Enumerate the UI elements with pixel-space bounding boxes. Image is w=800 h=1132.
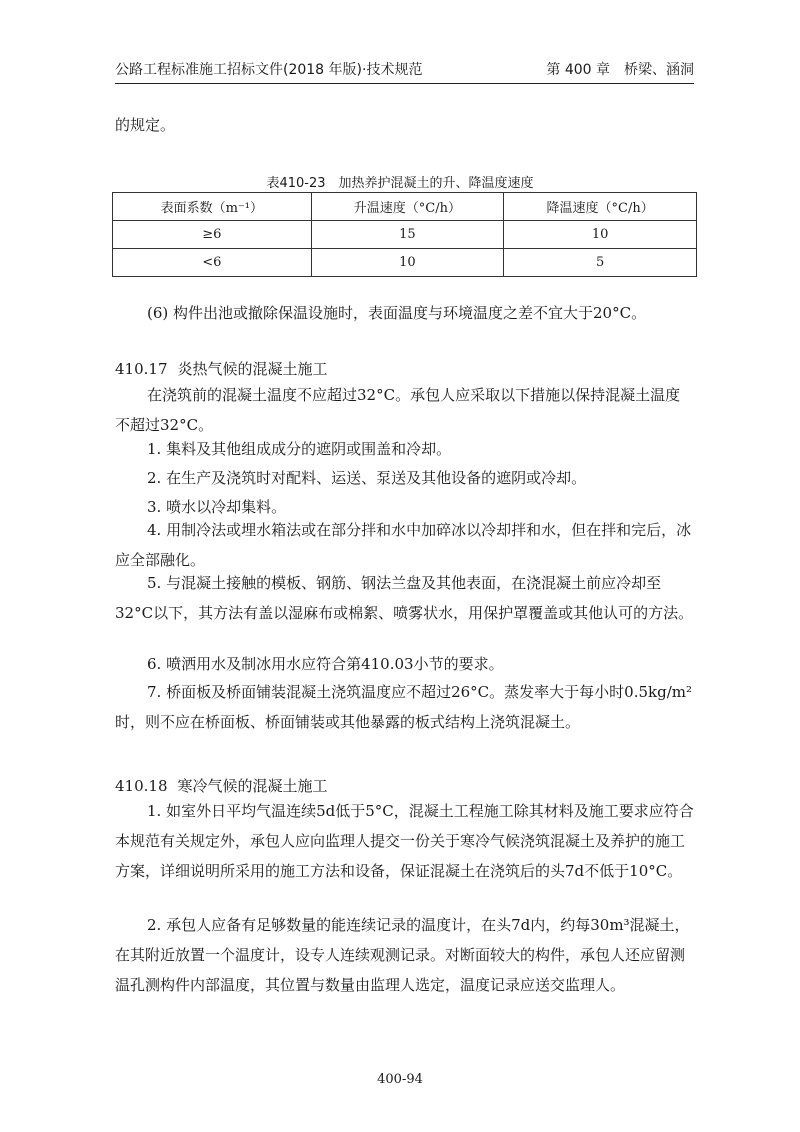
section-title: 炎热气候的混凝土施工 — [177, 360, 328, 378]
table-header-cell: 表面系数（m⁻¹） — [113, 193, 312, 221]
list-item: 2. 承包人应备有足够数量的能连续记录的温度计，在头7d内，约每30m³混凝土，在其附近放置一个温度计，设专人连续观测记录。对断面较大的构件，承包人还应留测温孔测构件内部温度，其位置与数量由监理人选定，温度记录应送交监理人。 — [115, 916, 690, 994]
item-6-demolding: (6) 构件出池或撤除保温设施时，表面温度与环境温度之差不宜大于20°C。 — [147, 304, 647, 322]
section-410-17-intro: 在浇筑前的混凝土温度不应超过32°C。承包人应采取以下措施以保持混凝土温度不超过32°C。 — [115, 386, 681, 434]
section-410-17-heading — [115, 358, 328, 379]
table-cell: 15 — [311, 221, 504, 249]
list-item: 4. 用制冷法或埋水箱法或在部分拌和水中加碎冰以冷却拌和水，但在拌和完后，冰应全部融化。 — [115, 521, 692, 569]
list-item: 1. 如室外日平均气温连续5d低于5°C，混凝土工程施工除其材料及施工要求应符合本规范有关规定外，承包人应向监理人提交一份关于寒冷气候浇筑混凝土及养护的施工方案，详细说明所采用的施工方法和设备，保证混凝土在浇筑后的头7d不低于10°C。 — [115, 802, 694, 880]
list-item: 2. 在生产及浇筑时对配料、运送、泵送及其他设备的遮阴或冷却。 — [147, 469, 587, 487]
table-cell: 5 — [504, 249, 697, 277]
table-cell: <6 — [113, 249, 312, 277]
page-number: 400-94 — [377, 1072, 423, 1087]
table-cell: ≥6 — [113, 221, 312, 249]
header-document-title: 公路工程标准施工招标文件(2018 年版)·技术规范 — [115, 62, 423, 78]
section-410-18-heading — [115, 775, 328, 796]
list-item: 1. 集料及其他组成成分的遮阴或围盖和冷却。 — [147, 440, 452, 458]
list-item: 6. 喷洒用水及制冰用水应符合第410.03小节的要求。 — [147, 655, 504, 673]
table-cell: 10 — [504, 221, 697, 249]
list-item: 5. 与混凝土接触的模板、钢筋、钢法兰盘及其他表面，在浇混凝土前应冷却至32°C以下，其方法有盖以湿麻布或棉絮、喷雾状水，用保护罩覆盖或其他认可的方法。 — [115, 574, 694, 622]
list-item: 3. 喷水以冷却集料。 — [147, 498, 287, 516]
table-header-cell: 降温速度（°C/h） — [504, 193, 697, 221]
section-number: 410.17 — [115, 360, 168, 378]
section-title: 寒冷气候的混凝土施工 — [177, 777, 328, 795]
header-chapter-title: 第 400 章 桥梁、涵洞 — [546, 62, 694, 78]
table-header-cell: 升温速度（°C/h） — [311, 193, 504, 221]
table-caption: 表410-23 加热养护混凝土的升、降温度速度 — [266, 176, 534, 191]
table-cell: 10 — [311, 249, 504, 277]
table-header-row — [113, 193, 697, 221]
intro-fragment: 的规定。 — [115, 116, 176, 134]
heating-rate-table — [112, 192, 697, 277]
page-header — [115, 55, 694, 84]
section-number: 410.18 — [115, 777, 168, 795]
table-row — [113, 249, 697, 277]
table-row — [113, 221, 697, 249]
list-item: 7. 桥面板及桥面铺装混凝土浇筑温度应不超过26°C。蒸发率大于每小时0.5kg/m²时，则不应在桥面板、桥面铺装或其他暴露的板式结构上浇筑混凝土。 — [115, 683, 692, 731]
